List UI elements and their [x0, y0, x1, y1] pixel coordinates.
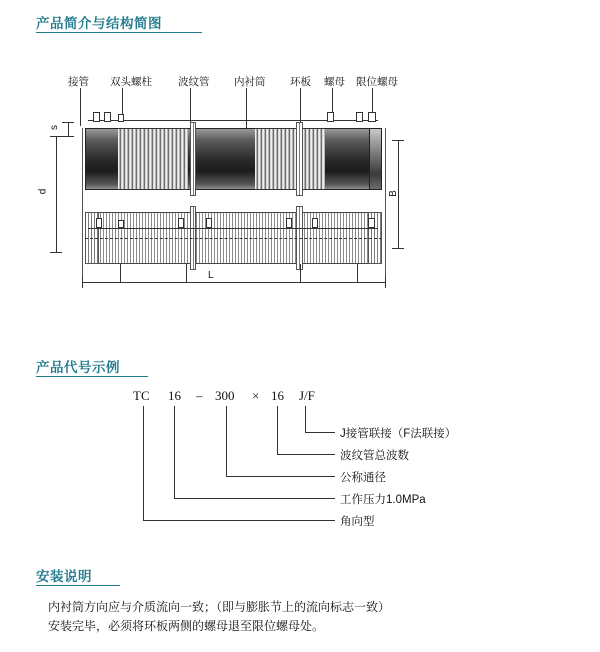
- code-leader-3: [174, 406, 175, 498]
- dim-label-d: d: [37, 188, 49, 195]
- limit-nut-bottom: [368, 218, 375, 228]
- plan-tick-1: [120, 264, 121, 282]
- code-token-6: J/F: [299, 388, 315, 403]
- code-token-4: ×: [252, 388, 260, 403]
- dim-line-L: [82, 282, 385, 283]
- section-heading-underline: [36, 32, 202, 33]
- nut-bottom-5: [286, 218, 292, 228]
- dim-label-s: s: [49, 125, 60, 130]
- section-heading-underline-2: [36, 376, 148, 377]
- code-desc-0: J接管联接（F法联接）: [340, 428, 457, 440]
- nut-top-3: [118, 114, 124, 122]
- code-leader-2: [226, 406, 227, 476]
- bellows-left: [118, 128, 188, 190]
- dim-tick-B-bottom: [392, 248, 404, 249]
- callout-label-4: 环板: [290, 76, 311, 88]
- section-heading-underline-3: [36, 585, 120, 586]
- code-connector-0: [305, 432, 335, 433]
- stud-rod-bottom: [88, 228, 378, 229]
- code-token-1: 16: [168, 388, 181, 403]
- code-connector-4: [143, 520, 335, 521]
- nut-top-4: [327, 112, 334, 122]
- code-desc-4: 角向型: [340, 516, 375, 528]
- centre-axis: [85, 238, 382, 239]
- code-desc-3: 工作压力1.0MPa: [340, 494, 426, 506]
- code-token-0: TC: [133, 388, 150, 403]
- plan-tick-3: [300, 264, 301, 282]
- callout-label-5: 螺母: [324, 76, 345, 88]
- dim-tick-s-bottom: [62, 136, 74, 137]
- code-connector-1: [277, 454, 335, 455]
- plan-tick-2: [186, 264, 187, 282]
- install-note-line-1: 内衬筒方向应与介质流向一致；（即与膨胀节上的流向标志一致）: [48, 600, 391, 614]
- callout-label-2: 波纹管: [178, 76, 210, 88]
- dim-line-d: [56, 136, 57, 252]
- product-code-diagram: [0, 380, 600, 555]
- dim-label-L: L: [208, 270, 214, 281]
- dim-tick-d-top: [50, 136, 62, 137]
- section-heading-structure: 产品简介与结构简图: [36, 16, 162, 31]
- plan-tick-4: [357, 264, 358, 282]
- dim-tick-L-right: [385, 276, 386, 288]
- dim-label-B: B: [387, 190, 399, 197]
- nut-top-1: [93, 112, 100, 122]
- dim-tick-d-bottom: [50, 252, 62, 253]
- limit-nut-top: [368, 112, 376, 122]
- nut-bottom-1: [96, 218, 102, 228]
- leader-line-0: [80, 88, 81, 126]
- nut-bottom-2: [118, 220, 124, 228]
- nut-bottom-6: [312, 218, 318, 228]
- callout-label-3: 内衬筒: [234, 76, 266, 88]
- code-leader-0: [305, 406, 306, 432]
- code-token-2: –: [196, 388, 203, 403]
- code-leader-1: [277, 406, 278, 454]
- dim-tick-s-top: [62, 122, 74, 123]
- code-token-5: 16: [271, 388, 284, 403]
- code-token-3: 300: [215, 388, 235, 403]
- callout-label-6: 限位螺母: [356, 76, 398, 88]
- structure-diagram: [0, 60, 600, 290]
- dim-tick-B-top: [392, 140, 404, 141]
- code-connector-2: [226, 476, 335, 477]
- install-notes: [48, 598, 568, 636]
- callout-label-0: 接管: [68, 76, 89, 88]
- code-leader-4: [143, 406, 144, 520]
- dim-line-s: [68, 122, 69, 136]
- callout-label-1: 双头螺柱: [110, 76, 152, 88]
- code-connector-3: [174, 498, 335, 499]
- nut-top-5: [356, 112, 363, 122]
- ring-plate-left: [190, 122, 196, 196]
- ring-plate: [296, 122, 303, 196]
- code-desc-1: 波纹管总波数: [340, 450, 409, 462]
- dim-tick-L-left: [82, 276, 83, 288]
- section-heading-install: 安装说明: [36, 569, 92, 584]
- code-desc-2: 公称通径: [340, 472, 386, 484]
- frame-guide-right: [385, 128, 386, 276]
- nut-bottom-4: [206, 218, 212, 228]
- install-note-line-2: 安装完毕，必须将环板两侧的螺母退至限位螺母处。: [48, 619, 325, 633]
- stud-rod-top: [88, 120, 378, 121]
- frame-guide-left: [82, 128, 83, 276]
- bellows-right: [255, 128, 325, 190]
- pipe-end-right: [369, 128, 382, 190]
- nut-bottom-3: [178, 218, 184, 228]
- section-heading-code: 产品代号示例: [36, 360, 120, 375]
- nut-top-2: [104, 112, 111, 122]
